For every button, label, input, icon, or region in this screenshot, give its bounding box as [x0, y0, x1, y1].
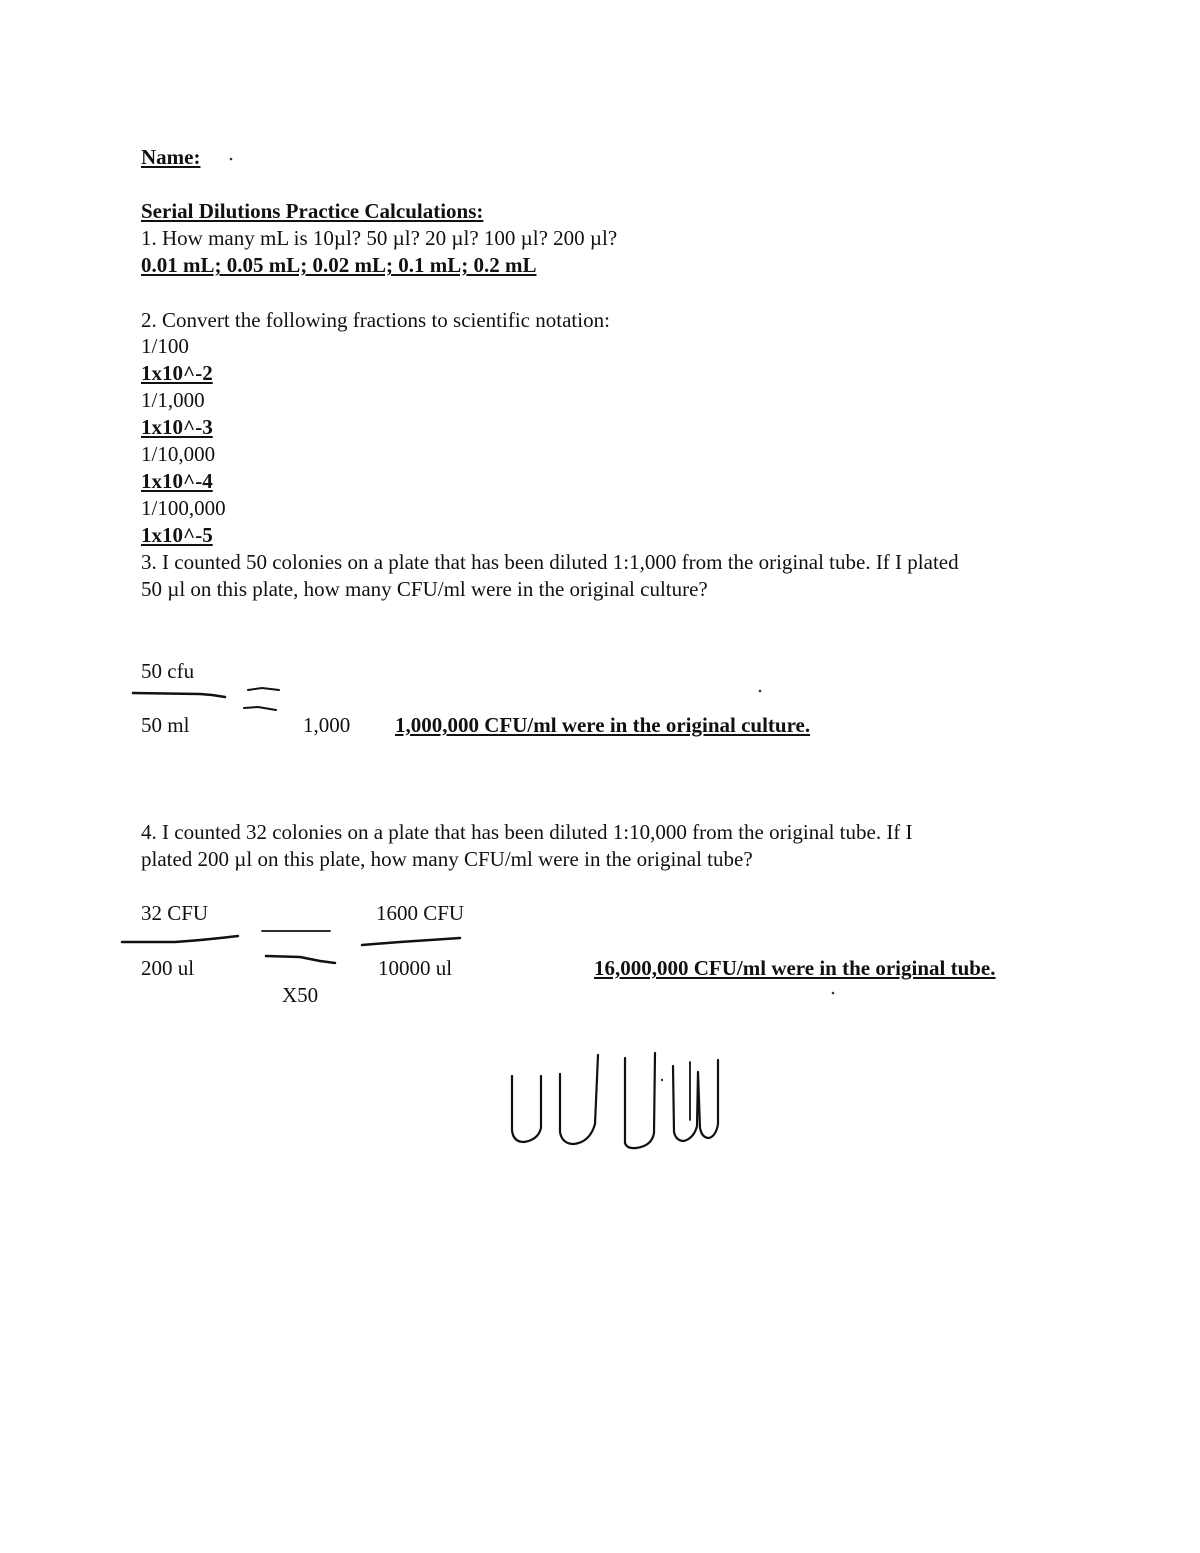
fraction-3: 1/10,000	[141, 442, 216, 466]
question-2: 2. Convert the following fractions to scientific notation:	[141, 308, 610, 332]
stray-dot	[832, 992, 835, 995]
test-tube-sketch-2	[560, 1055, 598, 1144]
answer-1: 0.01 mL; 0.05 mL; 0.02 mL; 0.1 mL; 0.2 mL	[141, 253, 537, 277]
fraction-1: 1/100	[141, 334, 189, 358]
notation-answer-3: 1x10^-4	[141, 469, 213, 493]
q4-fraction-bar-right	[362, 938, 460, 945]
q4-denominator-left: 200 ul	[141, 956, 195, 980]
q3-equals-top	[248, 688, 279, 690]
question-4-line-2: plated 200 µl on this plate, how many CFU/ml were in the original tube?	[141, 847, 753, 871]
stray-dot	[230, 158, 233, 161]
fraction-2: 1/1,000	[141, 388, 205, 412]
q3-numerator: 50 cfu	[141, 659, 195, 683]
fraction-4: 1/100,000	[141, 496, 226, 520]
notation-answer-4: 1x10^-5	[141, 523, 213, 547]
q4-numerator-right: 1600 CFU	[376, 901, 465, 925]
question-3-line-1: 3. I counted 50 colonies on a plate that has been diluted 1:1,000 from the original tube. If I plated	[141, 550, 959, 574]
page-title: Serial Dilutions Practice Calculations:	[141, 199, 484, 223]
name-label: Name:	[141, 145, 201, 169]
question-1: 1. How many mL is 10µl? 50 µl? 20 µl? 100 µl? 200 µl?	[141, 226, 618, 250]
answer-3: 1,000,000 CFU/ml were in the original culture.	[395, 713, 811, 737]
q3-dilution: 1,000	[303, 713, 351, 737]
stray-dot	[759, 690, 762, 693]
test-tube-sketch-4	[673, 1060, 718, 1141]
notation-answer-2: 1x10^-3	[141, 415, 213, 439]
q4-second-bar	[266, 956, 335, 963]
answer-4: 16,000,000 CFU/ml were in the original tube.	[594, 956, 996, 980]
q3-fraction-bar	[133, 693, 225, 697]
q4-denominator-right: 10000 ul	[378, 956, 453, 980]
q4-multiplier: X50	[282, 983, 319, 1007]
q4-numerator-left: 32 CFU	[141, 901, 209, 925]
notation-answer-1: 1x10^-2	[141, 361, 213, 385]
test-tube-sketch-1	[512, 1076, 541, 1142]
stray-dot	[661, 1079, 663, 1081]
q3-denominator: 50 ml	[141, 713, 190, 737]
question-4-line-1: 4. I counted 32 colonies on a plate that has been diluted 1:10,000 from the original tube. If I	[141, 820, 913, 844]
q3-equals-bottom	[244, 707, 276, 710]
q4-fraction-bar-left	[122, 936, 238, 942]
test-tube-sketch-3	[625, 1053, 655, 1148]
question-3-line-2: 50 µl on this plate, how many CFU/ml were in the original culture?	[141, 577, 708, 601]
